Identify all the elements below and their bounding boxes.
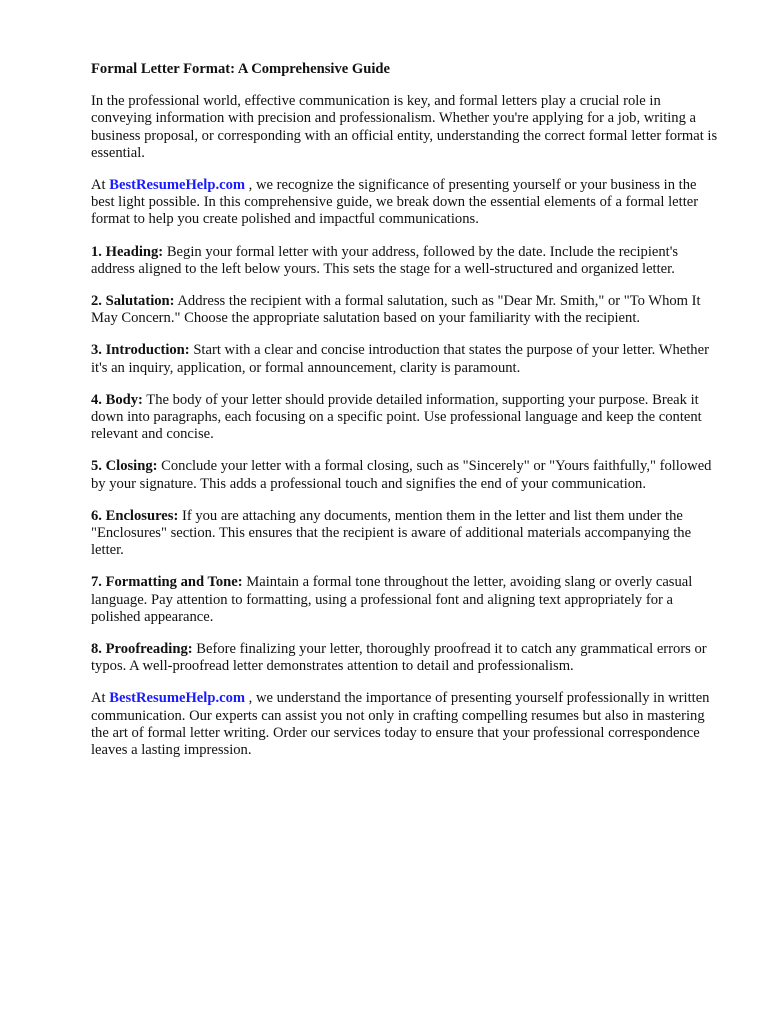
bestresumehelp-link[interactable]: BestResumeHelp.com <box>109 177 246 194</box>
item-lead: 6. Enclosures: <box>91 507 179 524</box>
item-text: The body of your letter should provide detailed information, supporting your purpose. Break it down into paragraphs, each focusing on a specific point. Use professional language and keep the content relevant and concise. <box>91 391 702 443</box>
item-text: Begin your formal letter with your address, followed by the date. Include the recipient's address aligned to the left below yours. This sets the stage for a well-structured and organized letter. <box>91 243 679 277</box>
item-lead: 4. Body: <box>91 391 143 408</box>
item-lead: 2. Salutation: <box>91 293 175 310</box>
item-closing <box>91 458 720 492</box>
item-text: Conclude your letter with a formal closing, such as "Sincerely" or "Yours faithfully," followed by your signature. This adds a professional touch and signifies the end of your communication. <box>91 458 712 492</box>
item-text: Maintain a formal tone throughout the letter, avoiding slang or overly casual language. Pay attention to formatting, using a professional font and aligning text appropriately for a polished appearance. <box>91 574 693 625</box>
item-heading <box>91 244 720 278</box>
closing-paragraph <box>91 690 720 759</box>
item-enclosures <box>91 508 720 560</box>
item-text: If you are attaching any documents, mention them in the letter and list them under the "Enclosures" section. This ensures that the recipient is aware of additional materials accompanying the letter. <box>91 507 692 559</box>
intro-paragraph: In the professional world, effective communication is key, and formal letters play a crucial role in conveying information with precision and professionalism. Whether you're applying for a job, writing a business proposal, or corresponding with an official entity, understanding the correct formal letter format is essential. <box>91 93 718 161</box>
item-proofreading <box>91 641 720 675</box>
item-salutation <box>91 293 720 327</box>
item-lead: 3. Introduction: <box>91 342 190 359</box>
closing-paragraph-prefix: At <box>91 690 110 707</box>
item-text: Address the recipient with a formal salutation, such as "Dear Mr. Smith," or "To Whom It May Concern." Choose the appropriate salutation based on your familiarity with the recipient. <box>91 293 701 327</box>
bestresumehelp-link[interactable]: BestResumeHelp.com <box>109 690 246 707</box>
item-lead: 5. Closing: <box>91 458 158 475</box>
closing-paragraph-text: , we understand the importance of presenting yourself professionally in written communication. Our experts can assist you not only in crafting compelling resumes but also in mastering the art of formal letter writing. Order our services today to ensure that your professional correspondence leaves a lasting impression. <box>91 690 710 759</box>
item-formatting-tone <box>91 574 720 626</box>
item-text: Start with a clear and concise introduction that states the purpose of your letter. Whether it's an inquiry, application, or formal announcement, clarity is paramount. <box>91 342 709 376</box>
item-lead: 7. Formatting and Tone: <box>91 574 243 591</box>
item-body <box>91 392 720 444</box>
document-title: Formal Letter Format: A Comprehensive Guide <box>91 61 390 77</box>
company-paragraph-prefix: At <box>91 177 110 194</box>
item-lead: 1. Heading: <box>91 243 164 260</box>
item-introduction <box>91 342 720 376</box>
item-lead: 8. Proofreading: <box>91 641 193 658</box>
company-paragraph <box>91 177 720 229</box>
item-text: Before finalizing your letter, thoroughly proofread it to catch any grammatical errors or typos. A well-proofread letter demonstrates attention to detail and professionalism. <box>91 641 707 675</box>
company-paragraph-text: , we recognize the significance of presenting yourself or your business in the best light possible. In this comprehensive guide, we break down the essential elements of a formal letter format to help you create polished and impactful communications. <box>91 177 699 228</box>
